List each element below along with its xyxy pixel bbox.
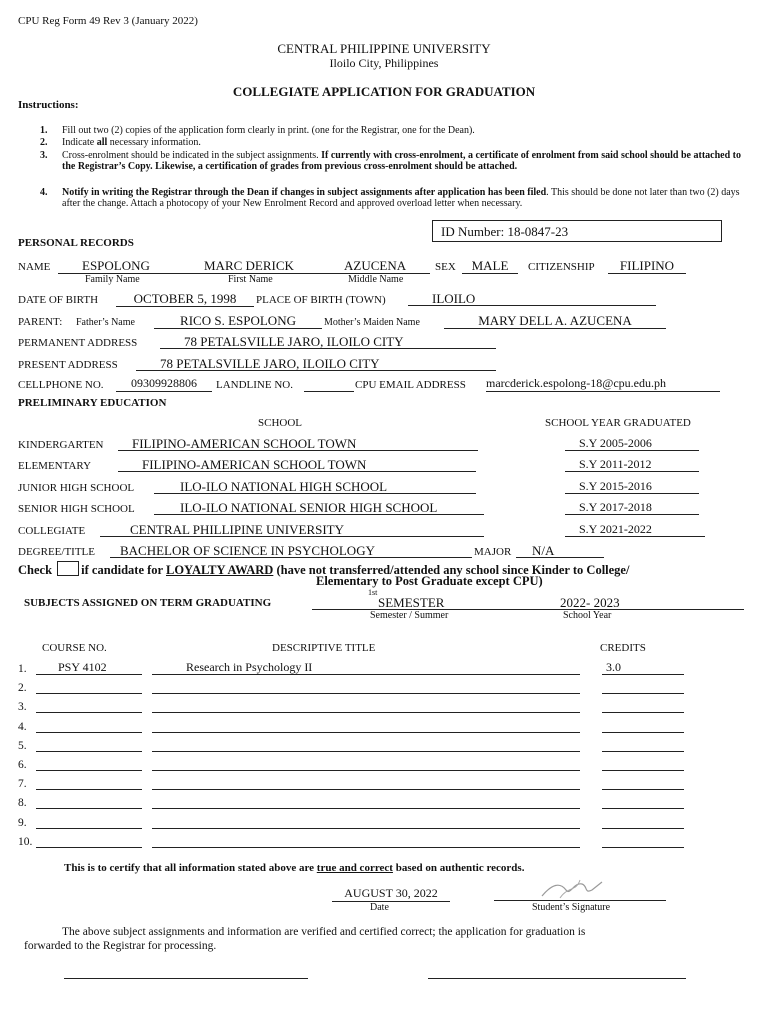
present-address-field — [136, 356, 496, 371]
descriptive-title-header: DESCRIPTIVE TITLE — [272, 642, 376, 654]
row-number: 10. — [18, 836, 33, 848]
loyalty-award-text: LOYALTY AWARD — [166, 563, 274, 577]
edu-level-elementary: ELEMENTARY — [18, 460, 92, 472]
course-no-cell: PSY 4102 — [36, 660, 142, 675]
certify-statement: This is to certify that all information stated above are true and correct based on authentic records. — [64, 862, 525, 874]
loyalty-line-2: Elementary to Post Graduate except CPU) — [316, 574, 543, 588]
date-caption: Date — [370, 902, 389, 913]
edu-school-senior-high: ILO-ILO NATIONAL SENIOR HIGH SCHOOL — [154, 500, 484, 515]
first-name-caption: First Name — [228, 274, 273, 285]
name-label: NAME — [18, 261, 51, 273]
degree-field — [110, 543, 472, 558]
instruction-2: 2. Indicate all necessary information. — [40, 137, 201, 148]
loyalty-award-checkbox[interactable] — [57, 561, 79, 576]
sex-field — [462, 258, 518, 274]
dob-value: OCTOBER 5, 1998 — [116, 291, 254, 307]
descriptive-title-cell — [152, 756, 580, 771]
verified-text-line-2: forwarded to the Registrar for processing. — [24, 940, 217, 952]
edu-school-collegiate: CENTRAL PHILLIPINE UNIVERSITY — [100, 522, 484, 537]
descriptive-title-cell — [152, 737, 580, 752]
semester-caption: Semester / Summer — [370, 610, 449, 621]
instruction-4: 4. Notify in writing the Registrar through the Dean if changes in subject assignments after application has been filed. This should be done not later than two (2) days after the change. Attach a photocopy of your New Enrolment Record and approved overload letter when necessary. — [40, 187, 740, 209]
first-name-value: MARC DERICK — [204, 258, 294, 273]
name-field — [58, 258, 430, 274]
descriptive-title-cell: Research in Psychology II — [152, 660, 580, 675]
father-field — [154, 313, 322, 329]
edu-year-senior-high: S.Y 2017-2018 — [565, 500, 699, 515]
edu-year-kindergarten: S.Y 2005-2006 — [565, 436, 699, 451]
row-number: 5. — [18, 740, 27, 752]
descriptive-title-cell — [152, 698, 580, 713]
form-code: CPU Reg Form 49 Rev 3 (January 2022) — [18, 15, 198, 27]
descriptive-title-cell — [152, 794, 580, 809]
middle-name-value: AZUCENA — [344, 258, 407, 273]
term-field — [312, 588, 744, 610]
credits-cell — [602, 833, 684, 848]
permanent-address-field — [160, 334, 496, 349]
date-field — [332, 886, 450, 902]
course-no-cell — [36, 756, 142, 771]
course-no-cell — [36, 775, 142, 790]
citizenship-label: CITIZENSHIP — [528, 261, 595, 273]
page-title: COLLEGIATE APPLICATION FOR GRADUATION — [232, 84, 536, 99]
personal-records-heading: PERSONAL RECORDS — [18, 237, 134, 249]
sex-value: MALE — [462, 258, 518, 274]
credits-cell — [602, 737, 684, 752]
row-number: 1. — [18, 663, 27, 675]
university-location: Iloilo City, Philippines — [329, 56, 439, 70]
father-label: Father’s Name — [76, 317, 135, 328]
edu-level-senior-high: SENIOR HIGH SCHOOL — [18, 503, 135, 515]
father-value: RICO S. ESPOLONG — [154, 313, 322, 329]
row-number: 7. — [18, 778, 27, 790]
email-label: CPU EMAIL ADDRESS — [355, 379, 466, 391]
pob-value: ILOILO — [408, 291, 656, 306]
descriptive-title-cell — [152, 718, 580, 733]
credits-cell — [602, 775, 684, 790]
loyalty-line: Check if candidate for LOYALTY AWARD (have not transferred/attended any school since Kinder to College/ — [18, 563, 630, 577]
middle-name-caption: Middle Name — [348, 274, 404, 285]
edu-school-elementary: FILIPINO-AMERICAN SCHOOL TOWN — [118, 457, 476, 472]
cellphone-field — [116, 376, 212, 392]
preliminary-education-heading: PRELIMINARY EDUCATION — [18, 397, 167, 409]
course-no-cell — [36, 814, 142, 829]
id-number-label: ID Number: — [441, 224, 508, 239]
edu-year-elementary: S.Y 2011-2012 — [565, 457, 699, 472]
course-no-cell — [36, 833, 142, 848]
date-value: AUGUST 30, 2022 — [332, 886, 450, 902]
present-address-label: PRESENT ADDRESS — [18, 359, 118, 371]
credits-cell — [602, 679, 684, 694]
course-no-cell — [36, 679, 142, 694]
present-address-value: 78 PETALSVILLE JARO, ILOILO CITY — [136, 356, 496, 371]
signature-line — [494, 900, 666, 901]
mother-label: Mother’s Maiden Name — [324, 317, 420, 328]
school-column-header: SCHOOL — [258, 417, 303, 429]
descriptive-title-cell — [152, 833, 580, 848]
credits-cell: 3.0 — [602, 660, 684, 675]
subjects-assigned-label: SUBJECTS ASSIGNED ON TERM GRADUATING — [24, 597, 272, 609]
row-number: 6. — [18, 759, 27, 771]
citizenship-value: FILIPINO — [608, 258, 686, 274]
school-year-column-header: SCHOOL YEAR GRADUATED — [545, 417, 691, 429]
parent-label: PARENT: — [18, 316, 63, 328]
course-no-cell — [36, 794, 142, 809]
pob-field — [408, 291, 656, 306]
edu-level-collegiate: COLLEGIATE — [18, 525, 86, 537]
family-name-caption: Family Name — [85, 274, 140, 285]
family-name-value: ESPOLONG — [82, 258, 150, 273]
id-number-value: 18-0847-23 — [507, 224, 569, 239]
mother-value: MARY DELL A. AZUCENA — [444, 313, 666, 329]
edu-year-junior-high: S.Y 2015-2016 — [565, 479, 699, 494]
edu-year-collegiate: S.Y 2021-2022 — [565, 522, 705, 537]
major-label: MAJOR — [474, 546, 512, 558]
dob-field — [116, 291, 254, 307]
degree-label: DEGREE/TITLE — [18, 546, 95, 558]
edu-school-kindergarten: FILIPINO-AMERICAN SCHOOL TOWN — [118, 436, 478, 451]
descriptive-title-cell — [152, 679, 580, 694]
credits-cell — [602, 756, 684, 771]
pob-label: PLACE OF BIRTH (TOWN) — [256, 294, 386, 306]
edu-level-kindergarten: KINDERGARTEN — [18, 439, 104, 451]
landline-label: LANDLINE NO. — [216, 379, 293, 391]
credits-cell — [602, 718, 684, 733]
cellphone-value: 09309928806 — [116, 376, 212, 392]
sex-label: SEX — [435, 261, 456, 273]
instruction-1: 1. Fill out two (2) copies of the application form clearly in print. (one for the Registrar, one for the Dean). — [40, 125, 475, 136]
landline-field — [304, 376, 354, 392]
registrar-signature-line — [428, 978, 686, 979]
dean-signature-line — [64, 978, 308, 979]
course-no-cell — [36, 698, 142, 713]
row-number: 8. — [18, 797, 27, 809]
degree-value: BACHELOR OF SCIENCE IN PSYCHOLOGY — [110, 543, 472, 558]
cellphone-label: CELLPHONE NO. — [18, 379, 104, 391]
course-no-cell — [36, 718, 142, 733]
credits-header: CREDITS — [600, 642, 646, 654]
credits-cell — [602, 698, 684, 713]
course-no-header: COURSE NO. — [42, 642, 107, 654]
landline-value — [304, 376, 354, 392]
edu-level-junior-high: JUNIOR HIGH SCHOOL — [18, 482, 135, 494]
descriptive-title-cell — [152, 814, 580, 829]
citizenship-field — [608, 258, 686, 274]
credits-cell — [602, 794, 684, 809]
descriptive-title-cell — [152, 775, 580, 790]
major-field — [516, 543, 604, 558]
permanent-address-value: 78 PETALSVILLE JARO, ILOILO CITY — [160, 334, 496, 349]
mother-field — [444, 313, 666, 329]
id-number-box — [432, 220, 722, 242]
student-signature-icon — [538, 876, 608, 902]
dob-label: DATE OF BIRTH — [18, 294, 99, 306]
row-number: 9. — [18, 817, 27, 829]
school-year-caption: School Year — [563, 610, 612, 621]
instructions-label: Instructions: — [18, 99, 79, 111]
semester-superscript: 1st — [368, 588, 378, 597]
instruction-3: 3. Cross-enrolment should be indicated in the subject assignments. If currently with cross-enrolment, a certificate of enrolment from said school should be attached to the Registrar’s Copy. Likewise, a certification of grades from previous cross-enrolment should be attached. — [40, 150, 741, 172]
email-value: marcderick.espolong-18@cpu.edu.ph — [486, 376, 720, 392]
school-year-value: 2022- 2023 — [560, 595, 620, 610]
credits-cell — [602, 814, 684, 829]
row-number: 2. — [18, 682, 27, 694]
permanent-address-label: PERMANENT ADDRESS — [18, 337, 138, 349]
major-value: N/A — [516, 543, 604, 558]
university-name: CENTRAL PHILIPPINE UNIVERSITY — [277, 41, 491, 56]
row-number: 4. — [18, 721, 27, 733]
row-number: 3. — [18, 701, 27, 713]
email-field — [486, 376, 720, 392]
course-no-cell — [36, 737, 142, 752]
edu-school-junior-high: ILO-ILO NATIONAL HIGH SCHOOL — [154, 479, 476, 494]
verified-text-line-1: The above subject assignments and information are verified and certified correct; the application for graduation is — [62, 926, 586, 938]
signature-caption: Student’s Signature — [532, 902, 611, 913]
semester-value: SEMESTER — [378, 595, 445, 610]
